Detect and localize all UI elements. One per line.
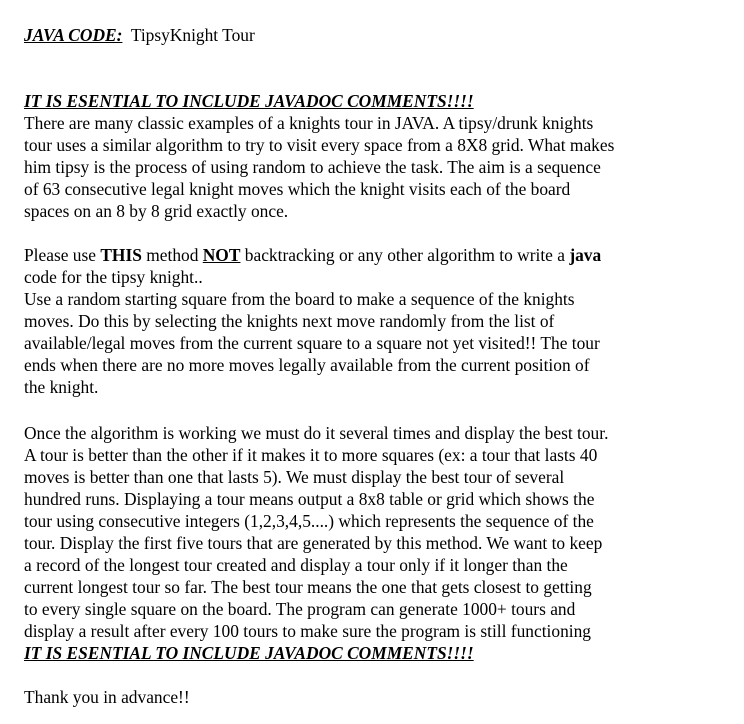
- algo-line: ends when there are no more moves legally available from the current position of: [24, 355, 590, 375]
- intro-line: tour uses a similar algorithm to try to visit every space from a 8X8 grid. What makes: [24, 135, 615, 155]
- header-title: TipsyKnight Tour: [130, 25, 255, 45]
- best-line: Once the algorithm is working we must do it several times and display the best tour.: [24, 423, 609, 443]
- intro-line: spaces on an 8 by 8 grid exactly once.: [24, 201, 289, 221]
- best-line: tour. Display the first five tours that are generated by this method. We want to keep: [24, 533, 603, 553]
- intro-line: There are many classic examples of a knights tour in JAVA. A tipsy/drunk knights: [24, 113, 594, 133]
- method-java: java: [569, 245, 602, 265]
- algo-line: available/legal moves from the current square to a square not yet visited!! The tour: [24, 333, 600, 353]
- best-line: tour using consecutive integers (1,2,3,4,5....) which represents the sequence of the: [24, 511, 594, 531]
- method-text: backtracking or any other algorithm to write a: [240, 245, 570, 265]
- method-text: method: [141, 245, 203, 265]
- best-line: display a result after every 100 tours to make sure the program is still functioning: [24, 621, 591, 641]
- algo-line: the knight.: [24, 377, 99, 397]
- best-line: hundred runs. Displaying a tour means output a 8x8 table or grid which shows the: [24, 489, 595, 509]
- best-line: current longest tour so far. The best tour means the one that gets closest to getting: [24, 577, 592, 597]
- best-line: a record of the longest tour created and display a tour only if it longer than the: [24, 555, 568, 575]
- method-line-2: code for the tipsy knight..: [24, 267, 203, 287]
- method-not: NOT: [202, 245, 241, 265]
- warning-top: IT IS ESENTIAL TO INCLUDE JAVADOC COMMENTS!!!!: [24, 91, 474, 111]
- intro-line: of 63 consecutive legal knight moves which the knight visits each of the board: [24, 179, 571, 199]
- method-text: Please use: [24, 245, 101, 265]
- best-line: moves is better than one that lasts 5). We must display the best tour of several: [24, 467, 565, 487]
- closing-line: Thank you in advance!!: [24, 687, 190, 707]
- best-line: A tour is better than the other if it makes it to more squares (ex: a tour that lasts 40: [24, 445, 598, 465]
- method-line: [24, 244, 601, 266]
- header-label: JAVA CODE:: [24, 25, 123, 45]
- document-header: [24, 24, 255, 46]
- best-line: to every single square on the board. The program can generate 1000+ tours and: [24, 599, 576, 619]
- method-this: THIS: [100, 245, 142, 265]
- algo-line: moves. Do this by selecting the knights next move randomly from the list of: [24, 311, 555, 331]
- algo-line: Use a random starting square from the board to make a sequence of the knights: [24, 289, 575, 309]
- intro-line: him tipsy is the process of using random to achieve the task. The aim is a sequence: [24, 157, 601, 177]
- warning-bottom: IT IS ESENTIAL TO INCLUDE JAVADOC COMMENTS!!!!: [24, 643, 474, 663]
